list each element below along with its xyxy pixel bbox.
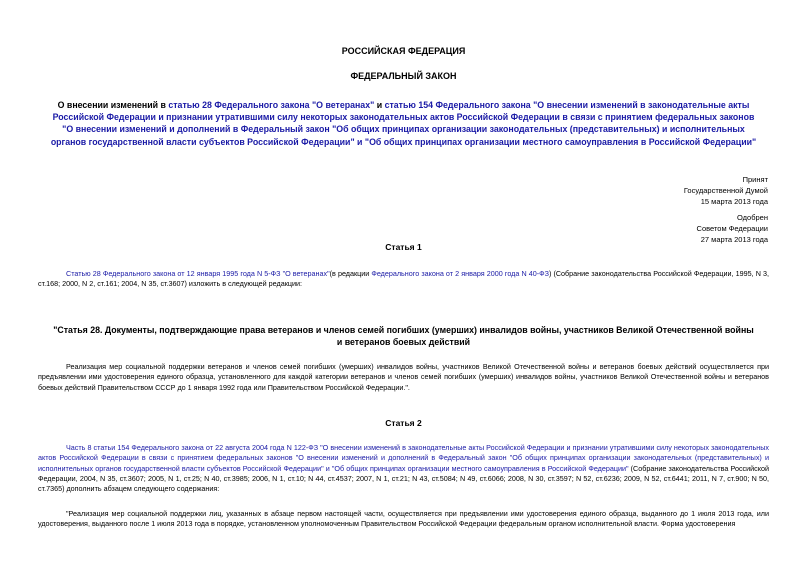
article-1-text-part-2: ) (Собрание законодательства Российской Федерации, 1995, N 3, ст.168; 2000, N 2, ст.161; 2004, N 35, ст.3607) изложить в следующей редакции:: [38, 269, 769, 289]
country-heading: РОССИЙСКАЯ ФЕДЕРАЦИЯ: [341, 46, 466, 56]
title-link-article-28[interactable]: статью 28 Федерального закона "О ветеранах": [168, 100, 375, 110]
approved-label: Одобрен: [737, 213, 768, 222]
article-1-text: [38, 269, 769, 290]
article-28-text: Реализация мер социальной поддержки ветеранов и членов семей погибших (умерших) инвалидов войны, участников Великой Отечественной войны и ветеранов боевых действий осуществляется при предъявлении ими удостоверения единого образца, установленного для каждой категории ветеранов и членов семей погибших (умерших) инвалидов войны, участников Великой Отечественной войны и ветеранов боевых действий Правительством СССР до 1 января 1992 года или Правительством Российской Федерации.".: [38, 362, 769, 392]
article-1-link-law-40fz[interactable]: Федерального закона от 2 января 2000 года N 40-ФЗ: [371, 269, 549, 278]
approved-body: Советом Федерации: [696, 224, 768, 234]
law-type-heading: ФЕДЕРАЛЬНЫЙ ЗАКОН: [350, 71, 457, 81]
law-title: [48, 99, 759, 148]
article-2-heading: Статья 2: [385, 418, 422, 428]
adopted-label: Принят: [742, 175, 768, 184]
article-28-title: "Статья 28. Документы, подтверждающие права ветеранов и членов семей погибших (умерших) инвалидов войны, участников Великой Отечественной войны и ветеранов боевых действий: [53, 325, 754, 348]
article-2-text-part-1: (Собрание законодательства Российской Федерации, 2004, N 35, ст.3607; 2005, N 1, ст.25; N 40, ст.3985; 2006, N 1, ст.10; N 44, ст.4537; 2007, N 1, ст.21; N 43, ст.5084; N 49, ст.6066; 2008, N 30, ст.3597; N 52, ст.6236; 2009, N 52, ст.6441; 2011, N 7, ст.900; N 50, ст.7365) дополнить абзацем следующего содержания:: [38, 463, 769, 494]
article-2-quote: "Реализация мер социальной поддержки лиц, указанных в абзаце первом настоящей части, осуществляется при предъявлении ими удостоверения единого образца, выданного до 1 июля 2013 года, или удостоверения, выданного после 1 июля 2013 года в порядке, установленном уполномоченным Правительством Российской Федерации федеральным органом исполнительной власти. Форма удостоверения: [38, 509, 769, 529]
adopted-date: 15 марта 2013 года: [700, 197, 768, 207]
title-text-1: О внесении изменений в: [57, 100, 169, 110]
approved-block: [568, 212, 768, 246]
title-link-article-154[interactable]: статью 154 Федерального закона "О внесении изменений в законодательные акты Российской Федерации и признании утратившими силу некоторых законодательных актов Российской Федерации в связи с принятием федеральных законов "О внесении изменений и дополнений в Федеральный закон "Об общих принципах организации законодательных (представительных) и исполнительных органов государственной власти субъектов Российской Федерации" и "Об общих принципах организации местного самоуправления в Российской Федерации": [50, 100, 757, 147]
adopted-body: Государственной Думой: [683, 186, 768, 196]
approved-date: 27 марта 2013 года: [700, 235, 768, 245]
article-1-text-part-1: (в редакции: [329, 269, 372, 278]
article-1-heading: Статья 1: [385, 242, 422, 252]
article-2-link-law-122fz[interactable]: Часть 8 статьи 154 Федерального закона от 22 августа 2004 года N 122-ФЗ "О внесении изменений в законодательные акты Российской Федерации и признании утратившими силу некоторых законодательных актов Российской Федерации в связи с принятием федеральных законов "О внесении изменений и дополнений в Федеральный закон "Об общих принципах организации законодательных (представительных) и исполнительных органов государственной власти субъектов Российской Федерации" и "Об общих принципах организации местного самоуправления в Российской Федерации": [38, 443, 769, 473]
title-text-2: и: [374, 100, 385, 110]
adopted-block: [568, 174, 768, 208]
article-1-link-law-5fz[interactable]: Статью 28 Федерального закона от 12 января 1995 года N 5-ФЗ "О ветеранах": [66, 269, 330, 278]
article-2-text: [38, 443, 769, 494]
